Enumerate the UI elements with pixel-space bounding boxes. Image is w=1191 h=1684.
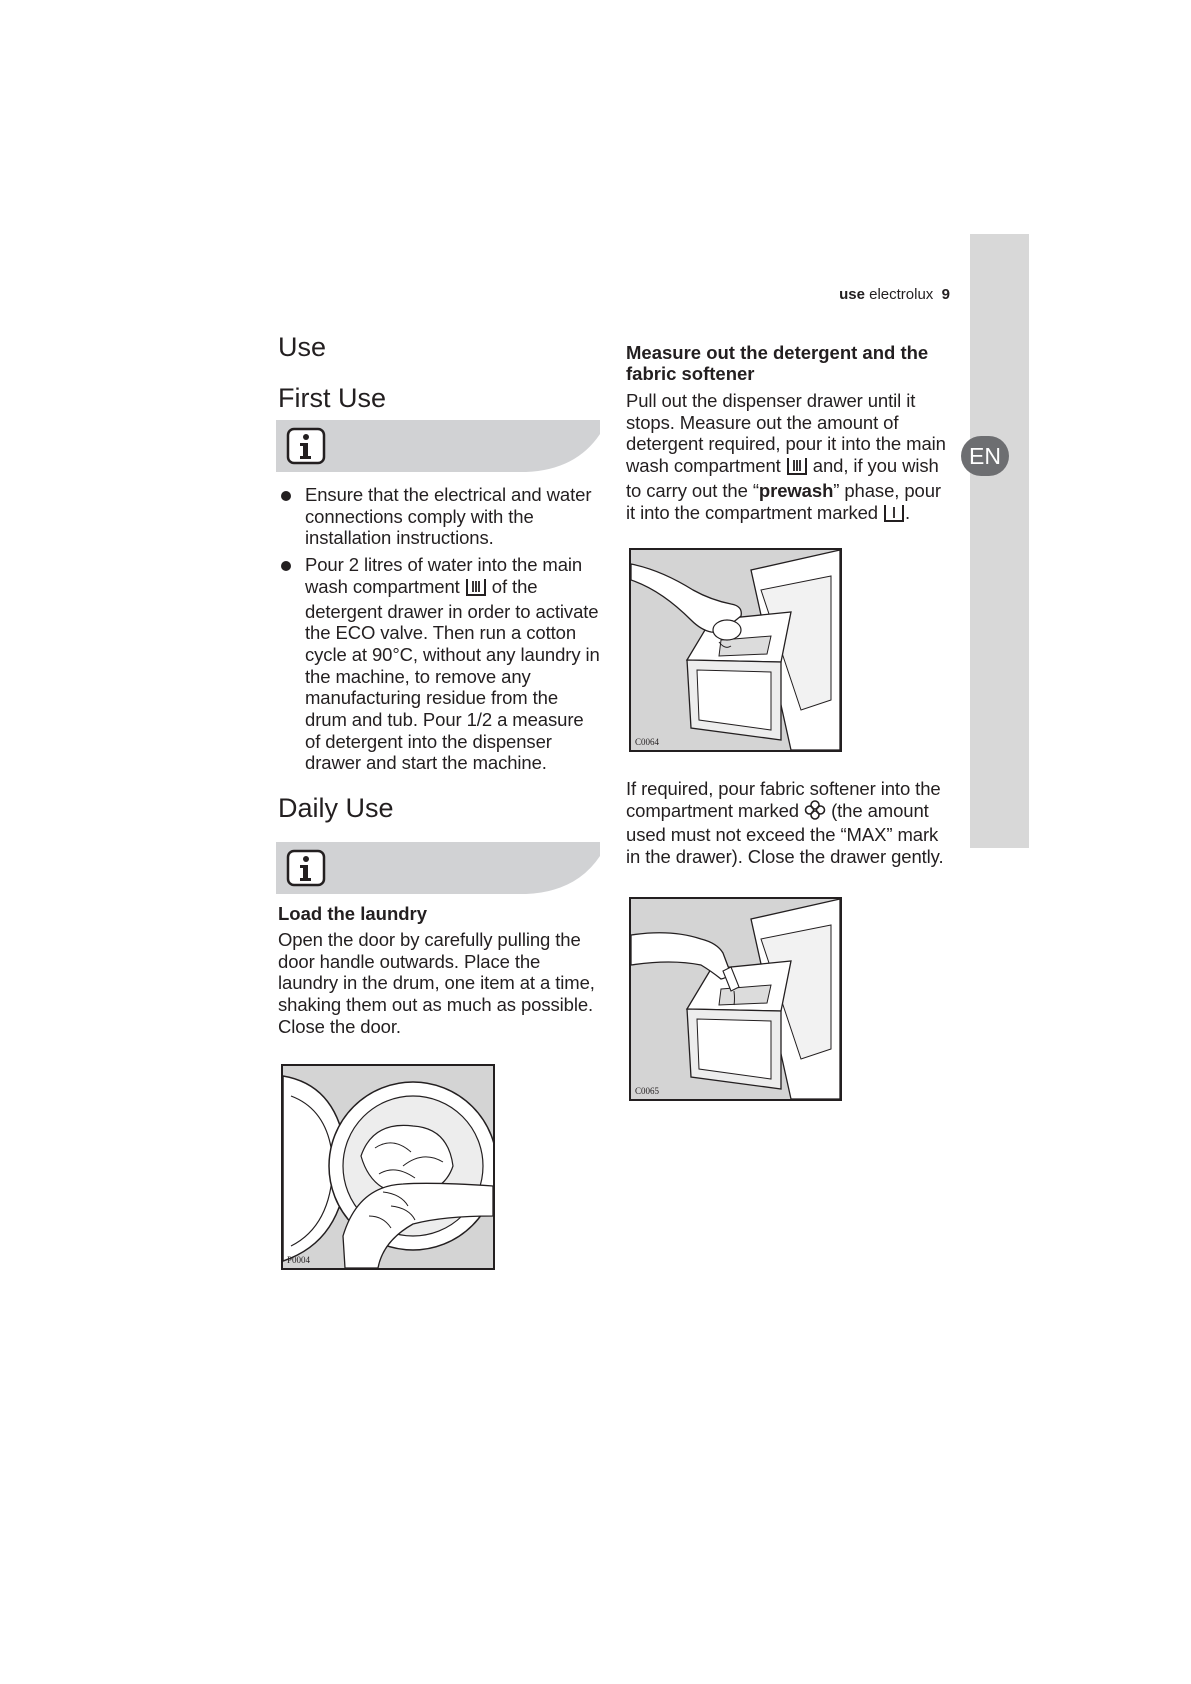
language-badge: EN <box>961 436 1009 476</box>
bullet-dot <box>281 561 291 571</box>
bullet-text-end: of the detergent drawer in order to activate the ECO valve. Then run a cotton cycle at 90°C, without any laundry in the machine, to remove any manufacturing residue from the drum and tub. Pour 1/2 a measure of detergent into the dispenser drawer and start the machine. <box>305 575 600 774</box>
main-wash-compartment-icon <box>786 457 808 480</box>
measure-text-2: and, if you wish to carry out the “ <box>626 455 939 501</box>
page-number: 9 <box>941 286 950 303</box>
main-wash-compartment-icon <box>465 578 487 601</box>
list-item <box>278 484 603 549</box>
measure-heading: Measure out the detergent and the fabric softener <box>626 342 929 384</box>
info-band-daily-use <box>276 842 600 894</box>
fabric-softener-icon <box>804 800 826 825</box>
figure-detergent-drawer <box>629 548 842 752</box>
load-laundry-text: Open the door by carefully pulling the door handle outwards. Place the laundry in the drum, one item at a time, shaking them out as much as possible. Close the door. <box>278 929 595 1037</box>
softener-paragraph <box>626 778 946 868</box>
softener-text-2: (the amount used must not exceed the “MAX” mark in the drawer). Close the drawer gently. <box>626 799 944 868</box>
first-use-title: First Use <box>278 383 386 413</box>
info-icon <box>288 851 324 885</box>
figure-code: P0004 <box>287 1255 311 1265</box>
info-band-first-use <box>276 420 600 472</box>
bullet-text-start: Pour 2 litres of water into the main wash compartment <box>305 554 583 597</box>
prewash-compartment-icon <box>883 504 905 527</box>
list-item <box>278 554 603 774</box>
info-icon <box>288 429 324 463</box>
figure-code: C0064 <box>635 737 660 747</box>
measure-paragraph <box>626 390 946 526</box>
daily-use-title: Daily Use <box>278 793 394 823</box>
measure-text-3: ” phase, pour it into the compartment marked <box>626 479 941 523</box>
figure-code: C0065 <box>635 1086 660 1096</box>
use-title: Use <box>278 332 327 362</box>
side-tab <box>970 234 1029 848</box>
measure-text-1: Pull out the dispenser drawer until it stops. Measure out the amount of detergent required, pour it into the main wash compartment <box>626 390 946 477</box>
prewash-label: prewash <box>758 479 834 501</box>
bullet-dot <box>281 491 291 501</box>
section-label: use <box>839 286 865 303</box>
bullet-text: Ensure that the electrical and water connections comply with the installation instructions. <box>305 484 592 549</box>
figure-softener-drawer <box>629 897 842 1101</box>
load-laundry-heading: Load the laundry <box>278 903 428 924</box>
first-use-bullets <box>278 484 603 779</box>
measure-text-4: . <box>905 501 911 523</box>
brand-name: electrolux <box>869 286 934 303</box>
softener-text-1: If required, pour fabric softener into the compartment marked <box>626 778 941 821</box>
running-head <box>780 286 950 303</box>
figure-load-drum <box>281 1064 495 1270</box>
